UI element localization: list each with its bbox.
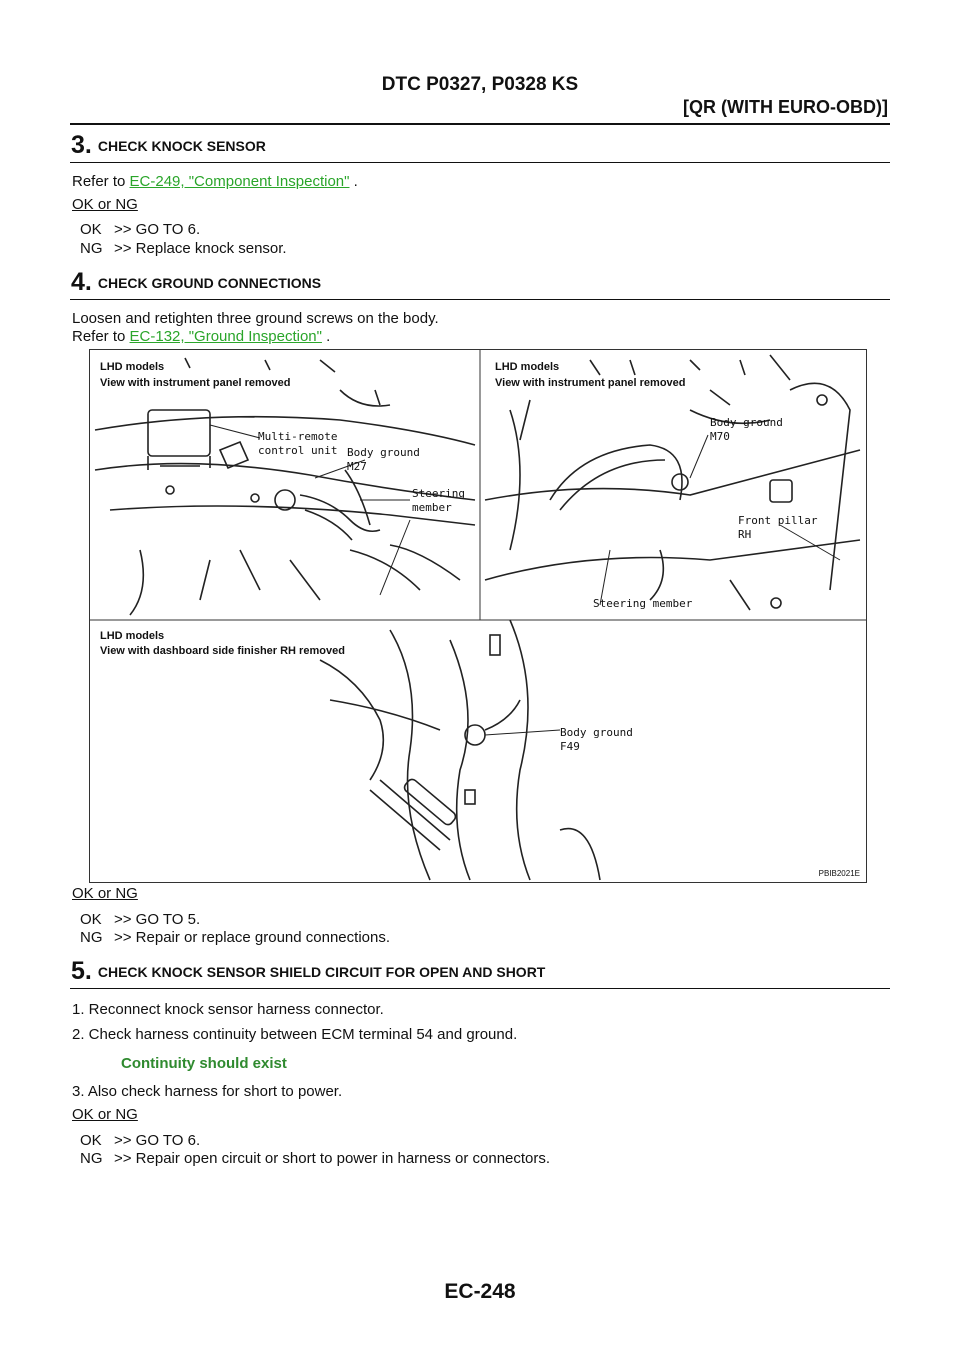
link-component-inspection[interactable]: EC-249, "Component Inspection" <box>129 173 350 190</box>
ok-value: >> GO TO 5. <box>114 911 201 928</box>
step-5-heading <box>71 957 545 986</box>
step-5-title: CHECK KNOCK SENSOR SHIELD CIRCUIT FOR OPEN AND SHORT <box>97 964 546 980</box>
label-body-ground-m70-1: Body ground <box>710 416 783 429</box>
step-5-divider <box>70 988 890 989</box>
ng-key: NG <box>80 1150 103 1167</box>
panel-3-model: LHD models <box>100 630 165 642</box>
step-4-ok-result <box>80 910 200 929</box>
figure-code: PBIB2021E <box>818 869 860 878</box>
link-ground-inspection[interactable]: EC-132, "Ground Inspection" <box>129 328 322 345</box>
step-3-divider <box>70 162 890 163</box>
step-4-number: 4. <box>71 268 92 296</box>
page-title: DTC P0327, P0328 KS <box>381 74 579 95</box>
step-3-okng: OK or NG <box>72 196 138 213</box>
step-5-ok-result <box>80 1131 200 1150</box>
label-front-pillar-2: RH <box>738 528 752 541</box>
panel-2-model: LHD models <box>495 361 560 373</box>
refer-suffix: . <box>321 328 331 345</box>
ok-value: >> GO TO 6. <box>114 1132 201 1149</box>
label-front-pillar-1: Front pillar <box>738 514 818 527</box>
ok-key: OK <box>80 1132 102 1149</box>
ok-value: >> GO TO 6. <box>114 221 201 238</box>
ground-location-figure <box>89 349 867 883</box>
label-steering-member-1: Steering <box>412 487 465 500</box>
ng-value: >> Repair or replace ground connections. <box>114 929 391 946</box>
refer-suffix: . <box>349 173 358 190</box>
label-steering-member-panel-2: Steering member <box>593 597 693 610</box>
step-5-ng-result <box>80 1149 550 1168</box>
label-body-ground-m70-2: M70 <box>710 430 730 443</box>
ok-key: OK <box>80 911 102 928</box>
panel-3-leader <box>485 730 560 735</box>
step-5-number: 5. <box>71 957 92 985</box>
step-5-item-3: 3. Also check harness for short to power. <box>72 1083 343 1100</box>
label-body-ground-m27-1: Body ground <box>347 446 420 459</box>
label-body-ground-m27-2: M27 <box>347 460 367 473</box>
label-multi-remote-1: Multi-remote <box>258 430 338 443</box>
step-5-item-2: 2. Check harness continuity between ECM terminal 54 and ground. <box>72 1026 518 1043</box>
step-4-divider <box>70 299 890 300</box>
ng-value: >> Replace knock sensor. <box>114 240 287 257</box>
step-4-ng-result <box>80 928 390 947</box>
page-subtitle: [QR (WITH EURO-OBD)] <box>683 97 888 117</box>
label-steering-member-2: member <box>412 501 452 514</box>
panel-3-view: View with dashboard side finisher RH removed <box>100 645 345 657</box>
panel-2-drawing <box>485 355 860 610</box>
step-5-okng: OK or NG <box>72 1106 138 1123</box>
step-4-title: CHECK GROUND CONNECTIONS <box>97 275 322 291</box>
label-multi-remote-2: control unit <box>258 444 338 457</box>
page-number: EC-248 <box>444 1280 516 1303</box>
step-4-refer <box>72 327 330 347</box>
panel-3-drawing <box>320 620 600 880</box>
ok-key: OK <box>80 221 102 238</box>
refer-prefix: Refer to <box>72 328 130 345</box>
header-divider <box>70 123 890 125</box>
panel-2-view: View with instrument panel removed <box>495 377 686 389</box>
label-body-ground-f49-2: F49 <box>560 740 580 753</box>
step-3-ng-result <box>80 239 287 258</box>
continuity-spec: Continuity should exist <box>121 1055 287 1072</box>
step-3-heading <box>71 131 266 160</box>
ng-key: NG <box>80 929 103 946</box>
ng-value: >> Repair open circuit or short to power in harness or connectors. <box>114 1150 551 1167</box>
refer-prefix: Refer to <box>72 173 130 190</box>
label-body-ground-f49-1: Body ground <box>560 726 633 739</box>
step-3-number: 3. <box>71 131 92 159</box>
step-3-ok-result <box>80 220 200 239</box>
step-5-item-1: 1. Reconnect knock sensor harness connector. <box>72 1001 384 1018</box>
ng-key: NG <box>80 240 103 257</box>
panel-1-view: View with instrument panel removed <box>100 377 291 389</box>
step-3-title: CHECK KNOCK SENSOR <box>97 138 266 154</box>
ground-location-illustration <box>90 350 866 882</box>
step-3-refer <box>72 172 358 192</box>
step-4-heading <box>71 268 321 297</box>
panel-1-model: LHD models <box>100 361 165 373</box>
step-4-line1: Loosen and retighten three ground screws on the body. <box>72 310 439 327</box>
step-4-okng: OK or NG <box>72 885 138 902</box>
